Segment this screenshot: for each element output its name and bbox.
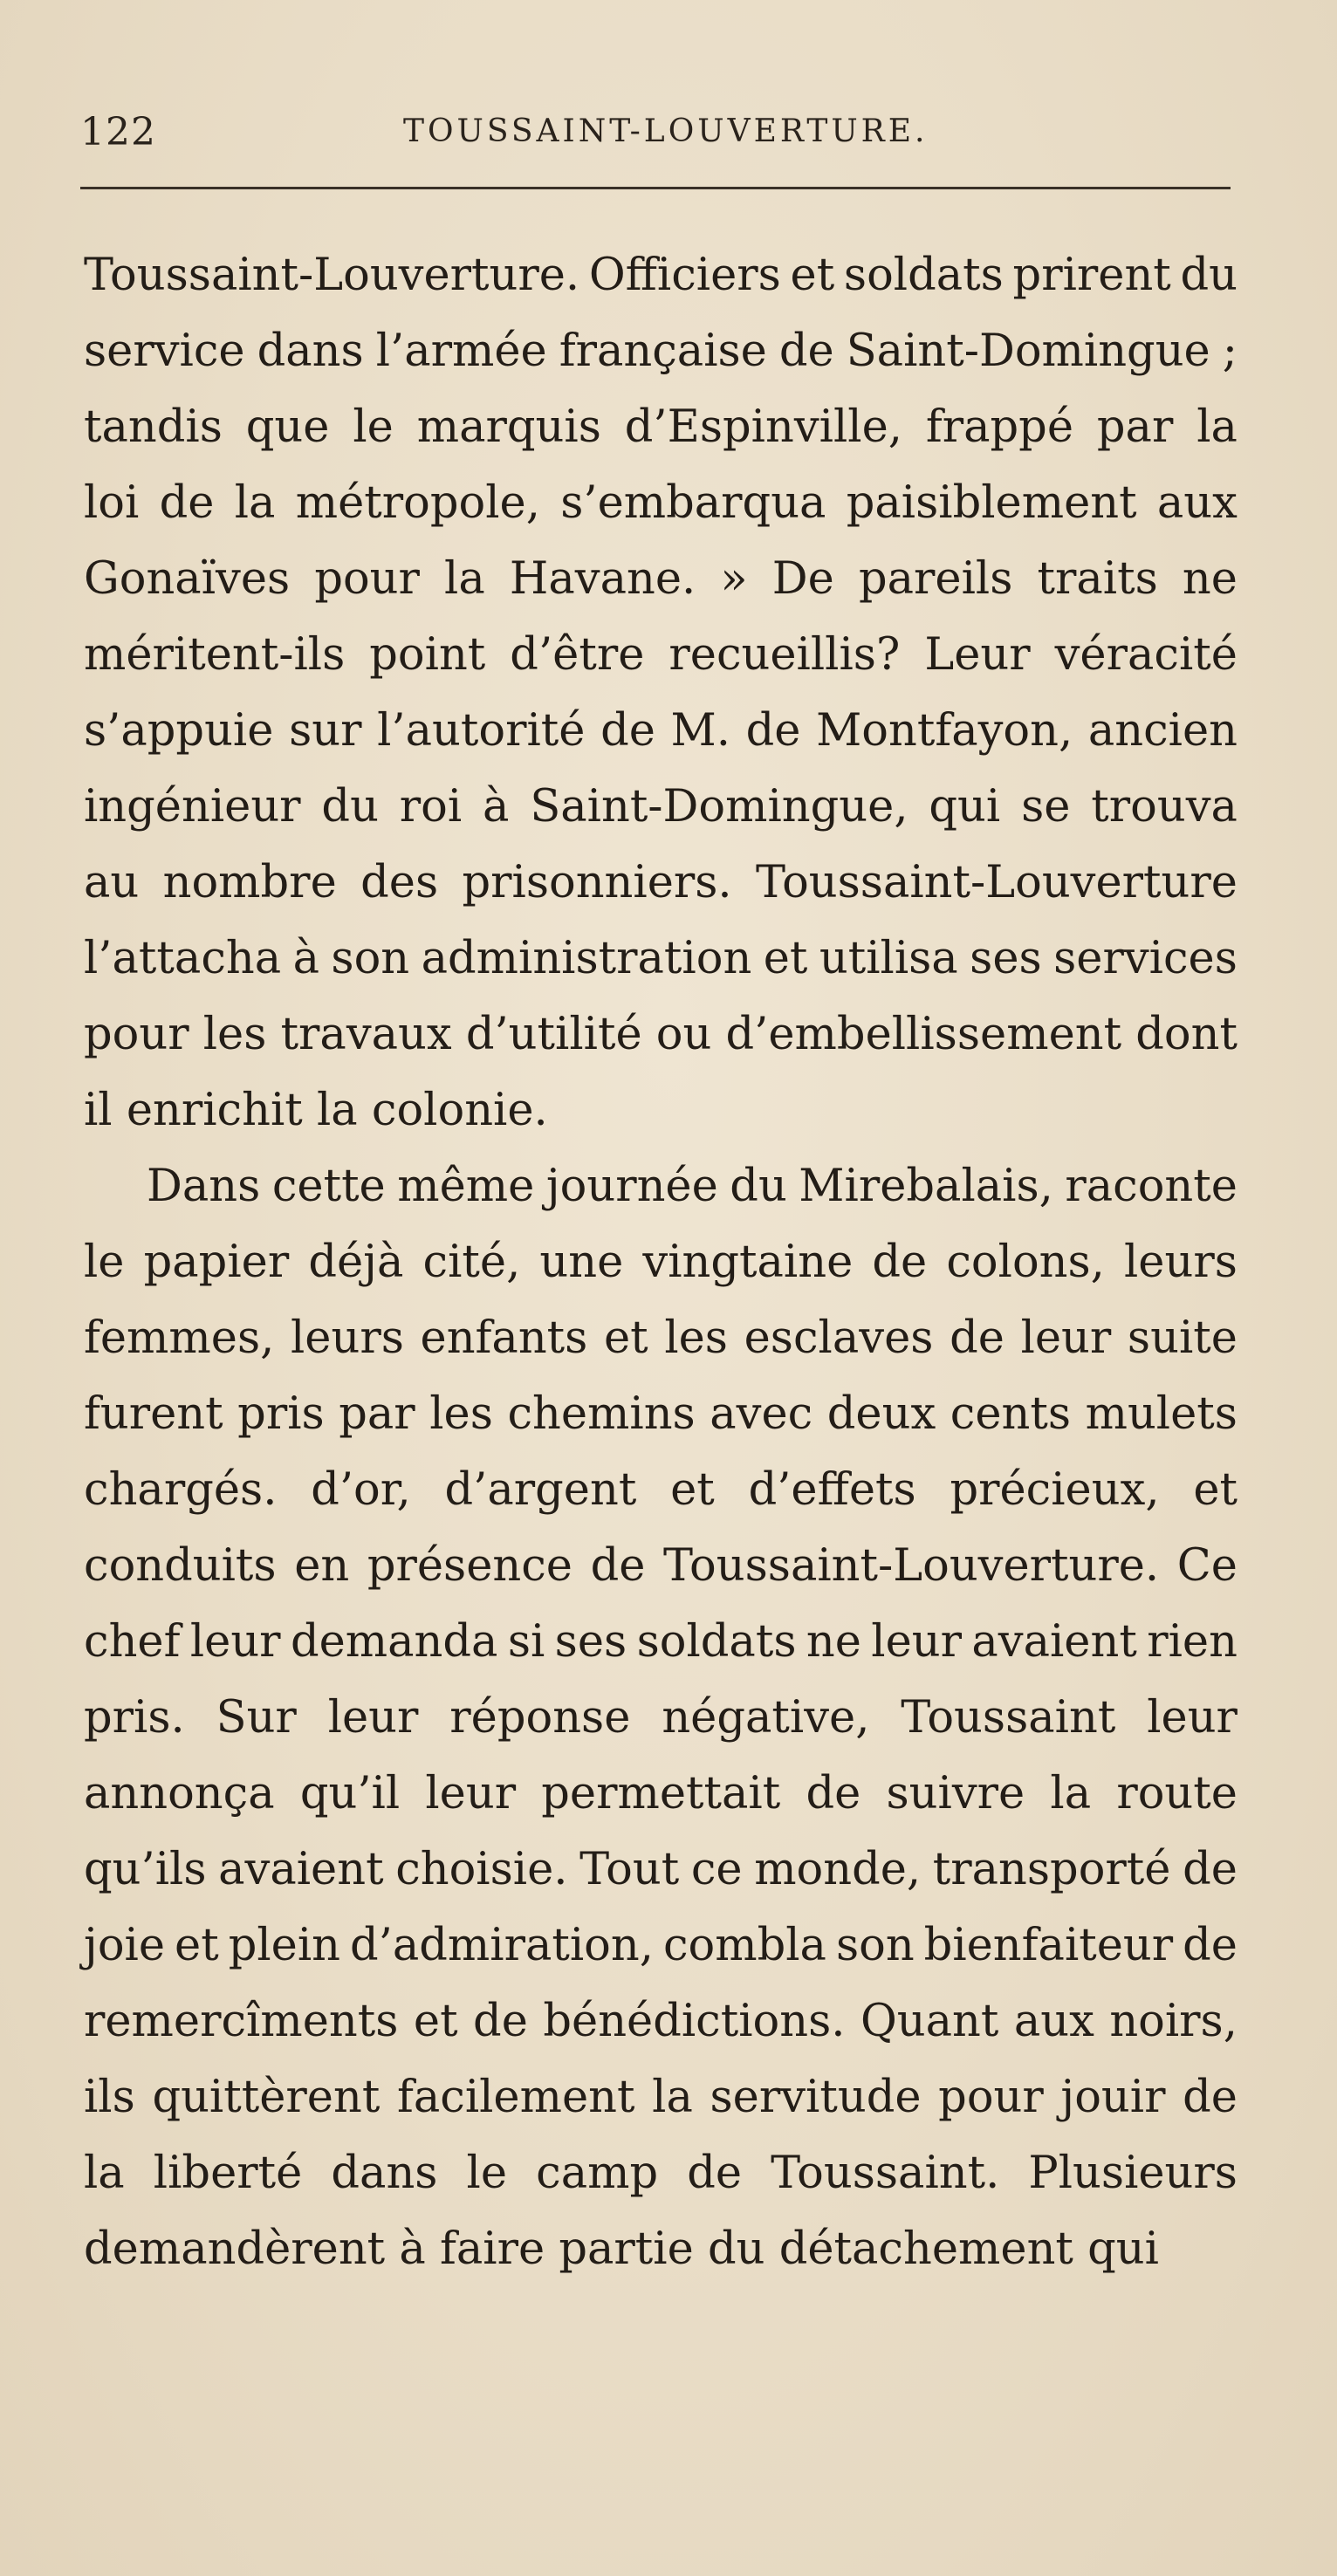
text-line: pour les travaux d’utilité ou d’embellissement dont [84, 1009, 1238, 1060]
text-line: qu’ils avaient choisie. Tout ce monde, transporté de [84, 1844, 1238, 1895]
text-line: Dans cette même journée du Mirebalais, raconte [147, 1161, 1238, 1212]
text-line: l’attacha à son administration et utilisa ses services [84, 933, 1238, 984]
running-title: TOUSSAINT-LOUVERTURE. [403, 113, 929, 149]
text-line: chef leur demanda si ses soldats ne leur avaient rien [84, 1616, 1238, 1668]
running-head [80, 103, 1232, 155]
text-line: chargés. d’or, d’argent et d’effets précieux, et [84, 1464, 1238, 1516]
text-line: s’appuie sur l’autorité de M. de Montfayon, ancien [84, 705, 1238, 757]
text-line: furent pris par les chemins avec deux cents mulets [84, 1388, 1238, 1440]
text-line: Toussaint-Louverture. Officiers et soldats prirent du [84, 250, 1238, 301]
text-line: ingénieur du roi à Saint-Domingue, qui se trouva [84, 781, 1238, 832]
text-line: tandis que le marquis d’Espinville, frappé par la [84, 401, 1238, 453]
text-line: au nombre des prisonniers. Toussaint-Louverture [84, 857, 1238, 908]
text-line: ils quittèrent facilement la servitude pour jouir de [84, 2072, 1238, 2123]
text-line: femmes, leurs enfants et les esclaves de leur suite [84, 1312, 1238, 1364]
text-line: la liberté dans le camp de Toussaint. Plusieurs [84, 2148, 1238, 2199]
text-line: joie et plein d’admiration, combla son bienfaiteur de [84, 1920, 1238, 1971]
text-line: remercîments et de bénédictions. Quant aux noirs, [84, 1996, 1238, 2047]
text-line: conduits en présence de Toussaint-Louverture. Ce [84, 1540, 1238, 1592]
header-rule [80, 187, 1231, 189]
page-number: 122 [80, 110, 156, 154]
text-line: demandèrent à faire partie du détachement qui [84, 2223, 1159, 2275]
body-text [84, 237, 1238, 2287]
text-line: annonça qu’il leur permettait de suivre la route [84, 1768, 1238, 1819]
text-line: il enrichit la colonie. [84, 1085, 548, 1136]
text-line: pris. Sur leur réponse négative, Toussaint leur [84, 1692, 1238, 1744]
text-line: Gonaïves pour la Havane. » De pareils traits ne [84, 553, 1238, 605]
text-line: loi de la métropole, s’embarqua paisiblement aux [84, 477, 1238, 529]
text-line: le papier déjà cité, une vingtaine de colons, leurs [84, 1237, 1238, 1288]
text-line: méritent-ils point d’être recueillis? Leur véracité [84, 629, 1238, 681]
text-line: service dans l’armée française de Saint-Domingue ; [84, 325, 1238, 377]
